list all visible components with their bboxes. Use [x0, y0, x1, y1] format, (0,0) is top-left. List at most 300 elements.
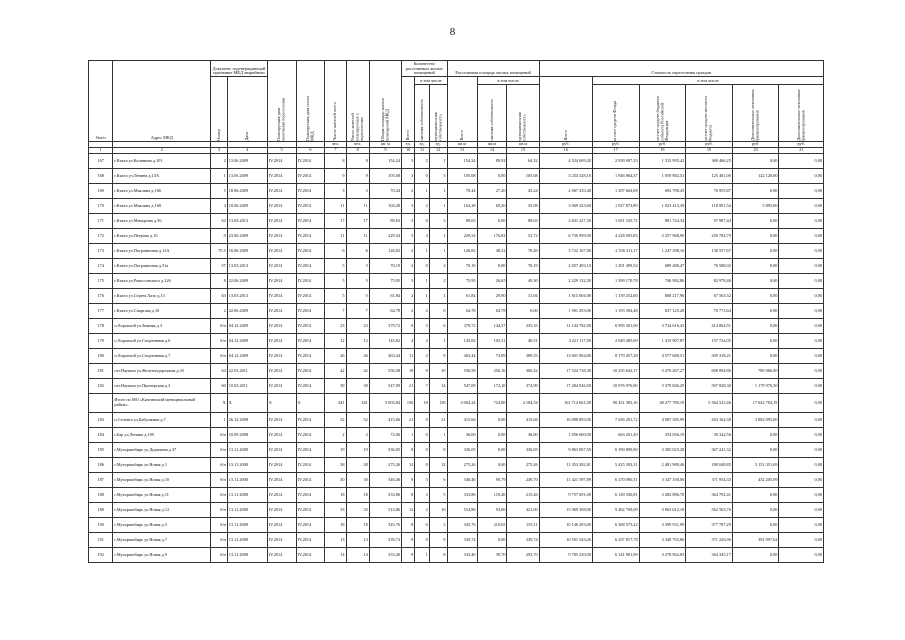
table-row	[89, 214, 824, 229]
cell-a3: 78,49	[507, 244, 539, 259]
cell-a2: 0,00	[477, 458, 507, 473]
cell-area: 72,06	[369, 428, 401, 443]
cell-p2: IV.2014	[296, 473, 325, 488]
cell-p1: IV.2014	[267, 428, 296, 443]
cell-c3: 8	[429, 548, 447, 563]
cell-c3: 21	[429, 413, 447, 428]
table-row	[89, 518, 824, 533]
cell-ov: 0,00	[779, 319, 824, 334]
cell-c2: 18	[415, 394, 429, 413]
col-planned-date-header: Планируемая дата окончания переселения	[267, 61, 296, 142]
cell-r1: 11	[325, 199, 346, 214]
cell-c3: 1	[429, 244, 447, 259]
cell-no: 169	[89, 184, 113, 199]
cell-f: 10 235 642,17	[592, 364, 639, 379]
cell-c3: 3	[429, 214, 447, 229]
cell-area: 70,19	[369, 259, 401, 274]
cell-c1: 11	[402, 349, 415, 364]
cell-f: 6 270 090,31	[592, 473, 639, 488]
cell-addr: г.Кяхта ул.Калинина д.101	[113, 154, 211, 169]
col-area-group-header: Расселяемая площадь жилых помещений	[447, 61, 539, 77]
cell-r2: 18	[346, 518, 369, 533]
cell-ddate: 18.06.2009	[227, 184, 267, 199]
cell-rb: 48 277 780,19	[639, 394, 686, 413]
cell-p2: IV.2014	[296, 488, 325, 503]
cell-addr: г.Кяхта ул.Пограничная д.51а	[113, 259, 211, 274]
cell-rb: 608 217,96	[639, 289, 686, 304]
cell-rb: 2 481 989,46	[639, 458, 686, 473]
cell-a2: 0,00	[477, 413, 507, 428]
cell-p1: IV.2014	[267, 244, 296, 259]
cell-area: 61,84	[369, 289, 401, 304]
cell-r1: 12	[325, 334, 346, 349]
cell-p1: IV.2014	[267, 518, 296, 533]
cell-a3: 336,05	[507, 443, 539, 458]
cell-p1: IV.2014	[267, 319, 296, 334]
cell-p1: IV.2014	[267, 199, 296, 214]
cell-rb: 1 059 882,53	[639, 169, 686, 184]
cell-f: 1 297 664,08	[592, 184, 639, 199]
cell-dnum: 5	[211, 184, 228, 199]
cell-a1: 61,84	[447, 289, 477, 304]
cell-r2: 14	[346, 548, 369, 563]
col-area-sum-header: Всего	[447, 77, 477, 142]
cell-rb: 3 399 931,99	[639, 518, 686, 533]
cell-p2: IV.2014	[296, 289, 325, 304]
cell-lb: 97 987,44	[686, 214, 733, 229]
cell-ex: 0,00	[732, 443, 779, 458]
cell-dnum: б/н	[211, 548, 228, 563]
cell-no: 181	[89, 364, 113, 379]
cell-p2: IV.2014	[296, 428, 325, 443]
cell-p2: IV.2014	[296, 334, 325, 349]
cell-rb: 3 734 616,43	[639, 319, 686, 334]
cell-f: 1 927 873,89	[592, 199, 639, 214]
cell-c2: 2	[415, 503, 429, 518]
cell-no: 173	[89, 244, 113, 259]
column-number-cell: 10	[402, 148, 415, 154]
cell-f: 1 651 335,72	[592, 214, 639, 229]
cell-t: 3 069 423,60	[539, 199, 592, 214]
cell-p1: X	[267, 394, 296, 413]
cell-ddate: 10.03.2011	[227, 379, 267, 394]
cell-r1: 42	[325, 364, 346, 379]
cell-f: 6 995 301,00	[592, 319, 639, 334]
cell-ov: 0,00	[779, 169, 824, 184]
cell-r2: 5	[346, 259, 369, 274]
cell-r1: 5	[325, 274, 346, 289]
cell-p1: IV.2014	[267, 154, 296, 169]
cell-c2: 6	[415, 518, 429, 533]
cell-no: 192	[89, 548, 113, 563]
cell-lb: 70 773,64	[686, 304, 733, 319]
cell-ex: 17 642 784,19	[732, 394, 779, 413]
col-doc-date-header: Дата	[227, 77, 267, 142]
cell-ov: 0,00	[779, 473, 824, 488]
col-fund-header: за счет средств Фонда	[592, 85, 639, 142]
cell-a3: 89,63	[507, 214, 539, 229]
cell-c2: 3	[415, 473, 429, 488]
cell-addr: пгт.Наушки ул.Пионерская д.3	[113, 379, 211, 394]
col-cost-total-header: Всего	[539, 77, 592, 142]
cell-rb: 1 415 907,87	[639, 334, 686, 349]
cell-ex: 0,00	[732, 214, 779, 229]
cell-dnum: 1	[211, 169, 228, 184]
cell-ex: 0,00	[732, 154, 779, 169]
cell-area: 105,68	[369, 169, 401, 184]
cell-a1: 36,00	[447, 428, 477, 443]
cell-a1: 89,63	[447, 214, 477, 229]
cell-no: 187	[89, 473, 113, 488]
column-number-cell: 12	[429, 148, 447, 154]
cell-f: 9 482 769,09	[592, 503, 639, 518]
cell-f: 1 139 252,60	[592, 289, 639, 304]
cell-a2: 73,89	[477, 349, 507, 364]
cell-t: 9 785 230,00	[539, 548, 592, 563]
cell-c1: 21	[402, 413, 415, 428]
cell-no: 176	[89, 289, 113, 304]
cell-ddate: 13.11.2008	[227, 518, 267, 533]
cell-ov: 0,00	[779, 503, 824, 518]
unit-cell: чел.	[325, 142, 346, 148]
cell-a3: 31,94	[507, 289, 539, 304]
cell-c1: 9	[402, 533, 415, 548]
cell-c2: 1	[415, 184, 429, 199]
cell-r1: 23	[325, 319, 346, 334]
cell-r2: 30	[346, 473, 369, 488]
cell-area: 143,82	[369, 334, 401, 349]
cell-p1: IV.2014	[267, 503, 296, 518]
cell-ddate: 22.06.2009	[227, 274, 267, 289]
cell-lb: 138 557,67	[686, 244, 733, 259]
cell-lb: 76 588,02	[686, 259, 733, 274]
cell-a3: 105,68	[507, 169, 539, 184]
cell-c1: 9	[402, 548, 415, 563]
cell-addr: г.Бар ул.Ленина д.109	[113, 428, 211, 443]
column-number-cell: 9	[369, 148, 401, 154]
col-private2-header: частная собственность	[477, 85, 507, 142]
cell-t: 6 736 999,00	[539, 229, 592, 244]
cell-no: 175	[89, 274, 113, 289]
cell-a3: 36,00	[507, 428, 539, 443]
cell-p2: IV.2014	[296, 199, 325, 214]
cell-p1: IV.2014	[267, 259, 296, 274]
cell-ex: 1 179 976,50	[732, 379, 779, 394]
cell-ov: 0,00	[779, 533, 824, 548]
cell-rb: 1 247 298,16	[639, 244, 686, 259]
table-row	[89, 244, 824, 259]
cell-c2: 4	[415, 229, 429, 244]
cell-c1: 8	[402, 488, 415, 503]
col-area-total-header: Общая площадь жилых помещений МКД	[369, 61, 401, 142]
cell-ddate: 04.12.2009	[227, 334, 267, 349]
cell-f: 2 839 097,33	[592, 154, 639, 169]
cell-r2: 39	[346, 379, 369, 394]
cell-c1: 19	[402, 364, 415, 379]
unit-cell: руб.	[639, 142, 686, 148]
cell-c3: 1	[429, 154, 447, 169]
cell-ov: 0,00	[779, 289, 824, 304]
cell-p2: IV.2014	[296, 548, 325, 563]
cell-p2: IV.2014	[296, 458, 325, 473]
cell-a2: 0,00	[477, 214, 507, 229]
cell-ex: 780 066,00	[732, 364, 779, 379]
cell-p2: IV.2014	[296, 259, 325, 274]
cell-t: 2 229 132,50	[539, 274, 592, 289]
cell-addr: г.Кяхта ул.Рокоссовского д.126	[113, 274, 211, 289]
cell-ex: 3 882 095,00	[732, 413, 779, 428]
cell-p1: IV.2014	[267, 214, 296, 229]
cell-a3: 389,55	[507, 349, 539, 364]
cell-lb: 371 954,33	[686, 473, 733, 488]
cell-f: 6 190 809,90	[592, 443, 639, 458]
cell-f: 7 656 291,72	[592, 413, 639, 428]
unit-cell: ед.	[415, 142, 429, 148]
cell-a3: 64,32	[507, 154, 539, 169]
total-row	[89, 394, 824, 413]
table-row	[89, 169, 824, 184]
cell-c1: 2	[402, 289, 415, 304]
cell-ov: 0,00	[779, 349, 824, 364]
cell-c2: 3	[415, 488, 429, 503]
cell-a3: 215,46	[507, 488, 539, 503]
cell-r1: 19	[325, 443, 346, 458]
cell-area: 415,66	[369, 413, 401, 428]
column-number-cell: 19	[686, 148, 733, 154]
cell-r1: 5	[325, 289, 346, 304]
cell-lb: 157 724,05	[686, 334, 733, 349]
cell-c2: 9	[415, 364, 429, 379]
cell-r1: 26	[325, 349, 346, 364]
cell-a2: 144,37	[477, 319, 507, 334]
unit-cell: ед.	[429, 142, 447, 148]
table-row	[89, 548, 824, 563]
cell-c2: 3	[415, 334, 429, 349]
cell-addr: г.Мухоршибирь ул.Новая д.5	[113, 518, 211, 533]
cell-c2: 3	[415, 319, 429, 334]
column-number-cell: 3	[211, 148, 228, 154]
col-no-header: №п/п	[89, 61, 113, 142]
cell-c3: 10	[429, 364, 447, 379]
cell-dnum: б/н	[211, 503, 228, 518]
cell-f: 10 076 976,90	[592, 379, 639, 394]
unit-cell: ед.	[402, 142, 415, 148]
cell-a2: 90,79	[477, 473, 507, 488]
cell-c3: 10	[429, 503, 447, 518]
cell-c1: 12	[402, 458, 415, 473]
cell-ov: 0,00	[779, 488, 824, 503]
cell-c1: 9	[402, 319, 415, 334]
cell-r1: 6	[325, 244, 346, 259]
cell-a2: 39,70	[477, 548, 507, 563]
cell-p1: IV.2014	[267, 274, 296, 289]
cell-r1: 7	[325, 304, 346, 319]
cell-r1: 17	[325, 214, 346, 229]
table-row	[89, 379, 824, 394]
cell-ov: 0,00	[779, 229, 824, 244]
cell-area: 275,26	[369, 458, 401, 473]
cell-f: 1 193 394,48	[592, 304, 639, 319]
resettlement-table	[88, 60, 824, 563]
cell-p1: IV.2014	[267, 473, 296, 488]
cell-c2: 7	[415, 379, 429, 394]
cell-p1: IV.2014	[267, 379, 296, 394]
cell-ddate: 13.11.2008	[227, 488, 267, 503]
unit-cell: руб.	[686, 142, 733, 148]
cell-c1: 3	[402, 214, 415, 229]
cell-c3: 1	[429, 199, 447, 214]
cell-dnum: 4	[211, 199, 228, 214]
cell-area: 5 003,84	[369, 394, 401, 413]
cell-dnum: б/н	[211, 458, 228, 473]
table-row	[89, 289, 824, 304]
cell-addr: п.Хоронхой ул.Зимняя д.3	[113, 319, 211, 334]
cell-ov: 0,00	[779, 274, 824, 289]
cell-t: 10 501 543,26	[539, 533, 592, 548]
cell-dnum: б/н	[211, 319, 228, 334]
cell-r1: 18	[325, 518, 346, 533]
cell-c1: 3	[402, 274, 415, 289]
cell-lb: 608 094,86	[686, 364, 733, 379]
cell-ddate: 04.12.2009	[227, 349, 267, 364]
cell-ex: 0,00	[732, 349, 779, 364]
cell-c3: 1	[429, 289, 447, 304]
cell-rb: 1 023 413,39	[639, 199, 686, 214]
cell-a1: 70,19	[447, 259, 477, 274]
col-cost-in-that-header: в том числе	[592, 77, 823, 85]
cell-ddate: 13.11.2008	[227, 458, 267, 473]
cell-no: 171	[89, 214, 113, 229]
cell-ddate: 23.06.2009	[227, 229, 267, 244]
cell-a1: 333,86	[447, 488, 477, 503]
cell-f: 4 228 695,83	[592, 229, 639, 244]
cell-addr: г.Мухоршибирь ул.Доржиева д.37	[113, 443, 211, 458]
cell-p1: IV.2014	[267, 304, 296, 319]
cell-no: 186	[89, 458, 113, 473]
cell-lb: 298 048,85	[686, 458, 733, 473]
cell-p2: IV.2014	[296, 364, 325, 379]
cell-a1: 340,46	[447, 473, 477, 488]
cell-p2: IV.2014	[296, 304, 325, 319]
cell-rb: 3 305 023,28	[639, 443, 686, 458]
cell-no: 179	[89, 334, 113, 349]
cell-dnum: 8	[211, 274, 228, 289]
cell-a2: 0,00	[477, 259, 507, 274]
cell-c3: 9	[429, 533, 447, 548]
table-row	[89, 503, 824, 518]
cell-a3: 49,30	[507, 274, 539, 289]
cell-dnum: б/н	[211, 488, 228, 503]
cell-r2: 7	[346, 304, 369, 319]
cell-no: 178	[89, 319, 113, 334]
cell-ddate: X	[227, 394, 267, 413]
cell-dnum: 1	[211, 413, 228, 428]
cell-f: 8 179 457,28	[592, 349, 639, 364]
cell-ex: 0,00	[732, 229, 779, 244]
column-number-cell: 5	[267, 148, 296, 154]
cell-c2: 1	[415, 548, 429, 563]
cell-t: 4 524 609,20	[539, 154, 592, 169]
cell-ex: 0,00	[732, 518, 779, 533]
unit-cell: чел.	[346, 142, 369, 148]
cell-c3: 2	[429, 518, 447, 533]
cell-p1: IV.2014	[267, 533, 296, 548]
cell-a2: 48,32	[477, 244, 507, 259]
cell-ddate: 13.11.2008	[227, 533, 267, 548]
cell-a2: 0,00	[477, 428, 507, 443]
column-number-cell: 18	[639, 148, 686, 154]
cell-p2: IV.2014	[296, 214, 325, 229]
table-row	[89, 458, 824, 473]
cell-addr: г.Кяхта ул.Сергея Лазо д.13	[113, 289, 211, 304]
cell-t: 10 146 293,00	[539, 518, 592, 533]
cell-r1: 52	[325, 413, 346, 428]
cell-ex: 0,00	[732, 548, 779, 563]
cell-t: 17 524 738,30	[539, 364, 592, 379]
cell-p2: IV.2014	[296, 379, 325, 394]
col-municipal2-header: муниципальная собственность	[507, 85, 539, 142]
cell-f: 6 368 575,22	[592, 518, 639, 533]
cell-addr: г.Кяхта ул.Петрова д.10	[113, 229, 211, 244]
cell-ov: 0,00	[779, 458, 824, 473]
table-row	[89, 413, 824, 428]
cell-no: 188	[89, 488, 113, 503]
cell-a3: 4 184,54	[507, 394, 539, 413]
cell-r2: 42	[346, 364, 369, 379]
cell-c2: 2	[415, 349, 429, 364]
cell-area: 333,40	[369, 548, 401, 563]
cell-addr: г.Кяхта ул.Пограничная д.13А	[113, 244, 211, 259]
table-row	[89, 443, 824, 458]
cell-c3: 3	[429, 169, 447, 184]
cell-a2: 69,20	[477, 199, 507, 214]
cell-area: 229,54	[369, 229, 401, 244]
cell-addr: г.Мухоршибирь ул.Новая д.1	[113, 458, 211, 473]
cell-lb: 364 792,41	[686, 488, 733, 503]
column-number-cell: 6	[296, 148, 325, 154]
cell-rb: 692 790,45	[639, 184, 686, 199]
cell-area: 104,28	[369, 199, 401, 214]
cell-ddate: 13.11.2008	[227, 503, 267, 518]
cell-no: 167	[89, 154, 113, 169]
cell-lb: 509 318,21	[686, 349, 733, 364]
column-number-cell: 2	[113, 148, 211, 154]
cell-rb: 746 982,86	[639, 274, 686, 289]
cell-rb: 354 056,19	[639, 428, 686, 443]
cell-a1: 556,58	[447, 364, 477, 379]
cell-c2: 1	[415, 274, 429, 289]
cell-lb: 562 563,76	[686, 503, 733, 518]
cell-a2: 724,80	[477, 394, 507, 413]
cell-c3: 2	[429, 259, 447, 274]
col-residents-plan-header: Число жителей планируемых к переселению	[346, 61, 369, 142]
cell-c1: 9	[402, 473, 415, 488]
cell-c3: 6	[429, 319, 447, 334]
column-number-cell: 11	[415, 148, 429, 154]
cell-ddate: 18.06.2009	[227, 199, 267, 214]
cell-ex: 0,00	[732, 304, 779, 319]
cell-c2: 1	[415, 289, 429, 304]
cell-a1: 143,82	[447, 334, 477, 349]
cell-area: 340,46	[369, 473, 401, 488]
cell-a1: 547,09	[447, 379, 477, 394]
cell-ddate: 13.03.2013	[227, 214, 267, 229]
cell-p1: IV.2014	[267, 413, 296, 428]
cell-r1: 28	[325, 458, 346, 473]
cell-rb: 3 347 100,06	[639, 473, 686, 488]
cell-lb: 67 563,52	[686, 289, 733, 304]
cell-addr: г.Кяхта ул.Маклина д.166	[113, 184, 211, 199]
